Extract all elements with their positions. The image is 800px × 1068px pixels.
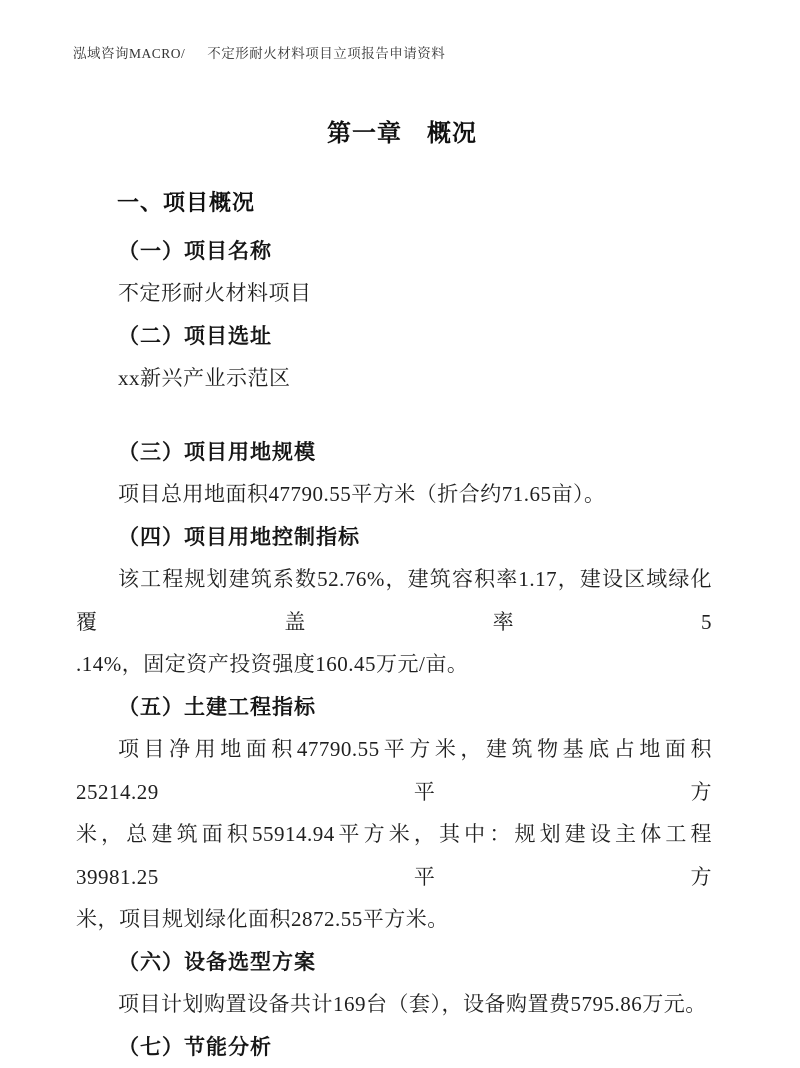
subsection-heading-land-control: （四）项目用地控制指标 [118,516,712,559]
header-brand: 泓域咨询MACRO/ [73,46,185,61]
text-line: 米，总建筑面积55914.94平方米，其中：规划建设主体工程39981.25平方 [76,813,712,898]
page-header [73,45,712,63]
paragraph-project-name [76,272,712,315]
subsection-heading-land-scale: （三）项目用地规模 [118,431,712,474]
text-line: 项目总用地面积47790.55平方米（折合约71.65亩）。 [76,473,712,516]
paragraph-civil-works [76,728,712,941]
paragraph-land-control [76,558,712,686]
paragraph-land-scale [76,473,712,516]
text-line: .14%，固定资产投资强度160.45万元/亩。 [76,643,712,686]
text-line: 米，项目规划绿化面积2872.55平方米。 [76,898,712,941]
subsection-heading-energy: （七）节能分析 [118,1026,712,1068]
section-heading: 一、项目概况 [117,182,712,225]
text-line: 不定形耐火材料项目 [76,272,712,315]
text-line: 项目净用地面积47790.55平方米，建筑物基底占地面积25214.29平方 [76,728,712,813]
text-line: xx新兴产业示范区 [76,357,712,400]
subsection-heading-civil-works: （五）土建工程指标 [118,686,712,729]
subsection-heading-project-site: （二）项目选址 [118,315,712,358]
chapter-title: 第一章 概况 [76,117,728,151]
subsection-heading-equipment: （六）设备选型方案 [118,941,712,984]
paragraph-project-site [76,357,712,400]
text-line: 该工程规划建筑系数52.76%，建筑容积率1.17，建设区域绿化覆盖率5 [76,558,712,643]
text-line: 项目计划购置设备共计169台（套），设备购置费5795.86万元。 [76,983,712,1026]
paragraph-equipment [76,983,712,1026]
subsection-heading-project-name: （一）项目名称 [118,230,712,273]
header-doc-title: 不定形耐火材料项目立项报告申请资料 [207,46,445,61]
